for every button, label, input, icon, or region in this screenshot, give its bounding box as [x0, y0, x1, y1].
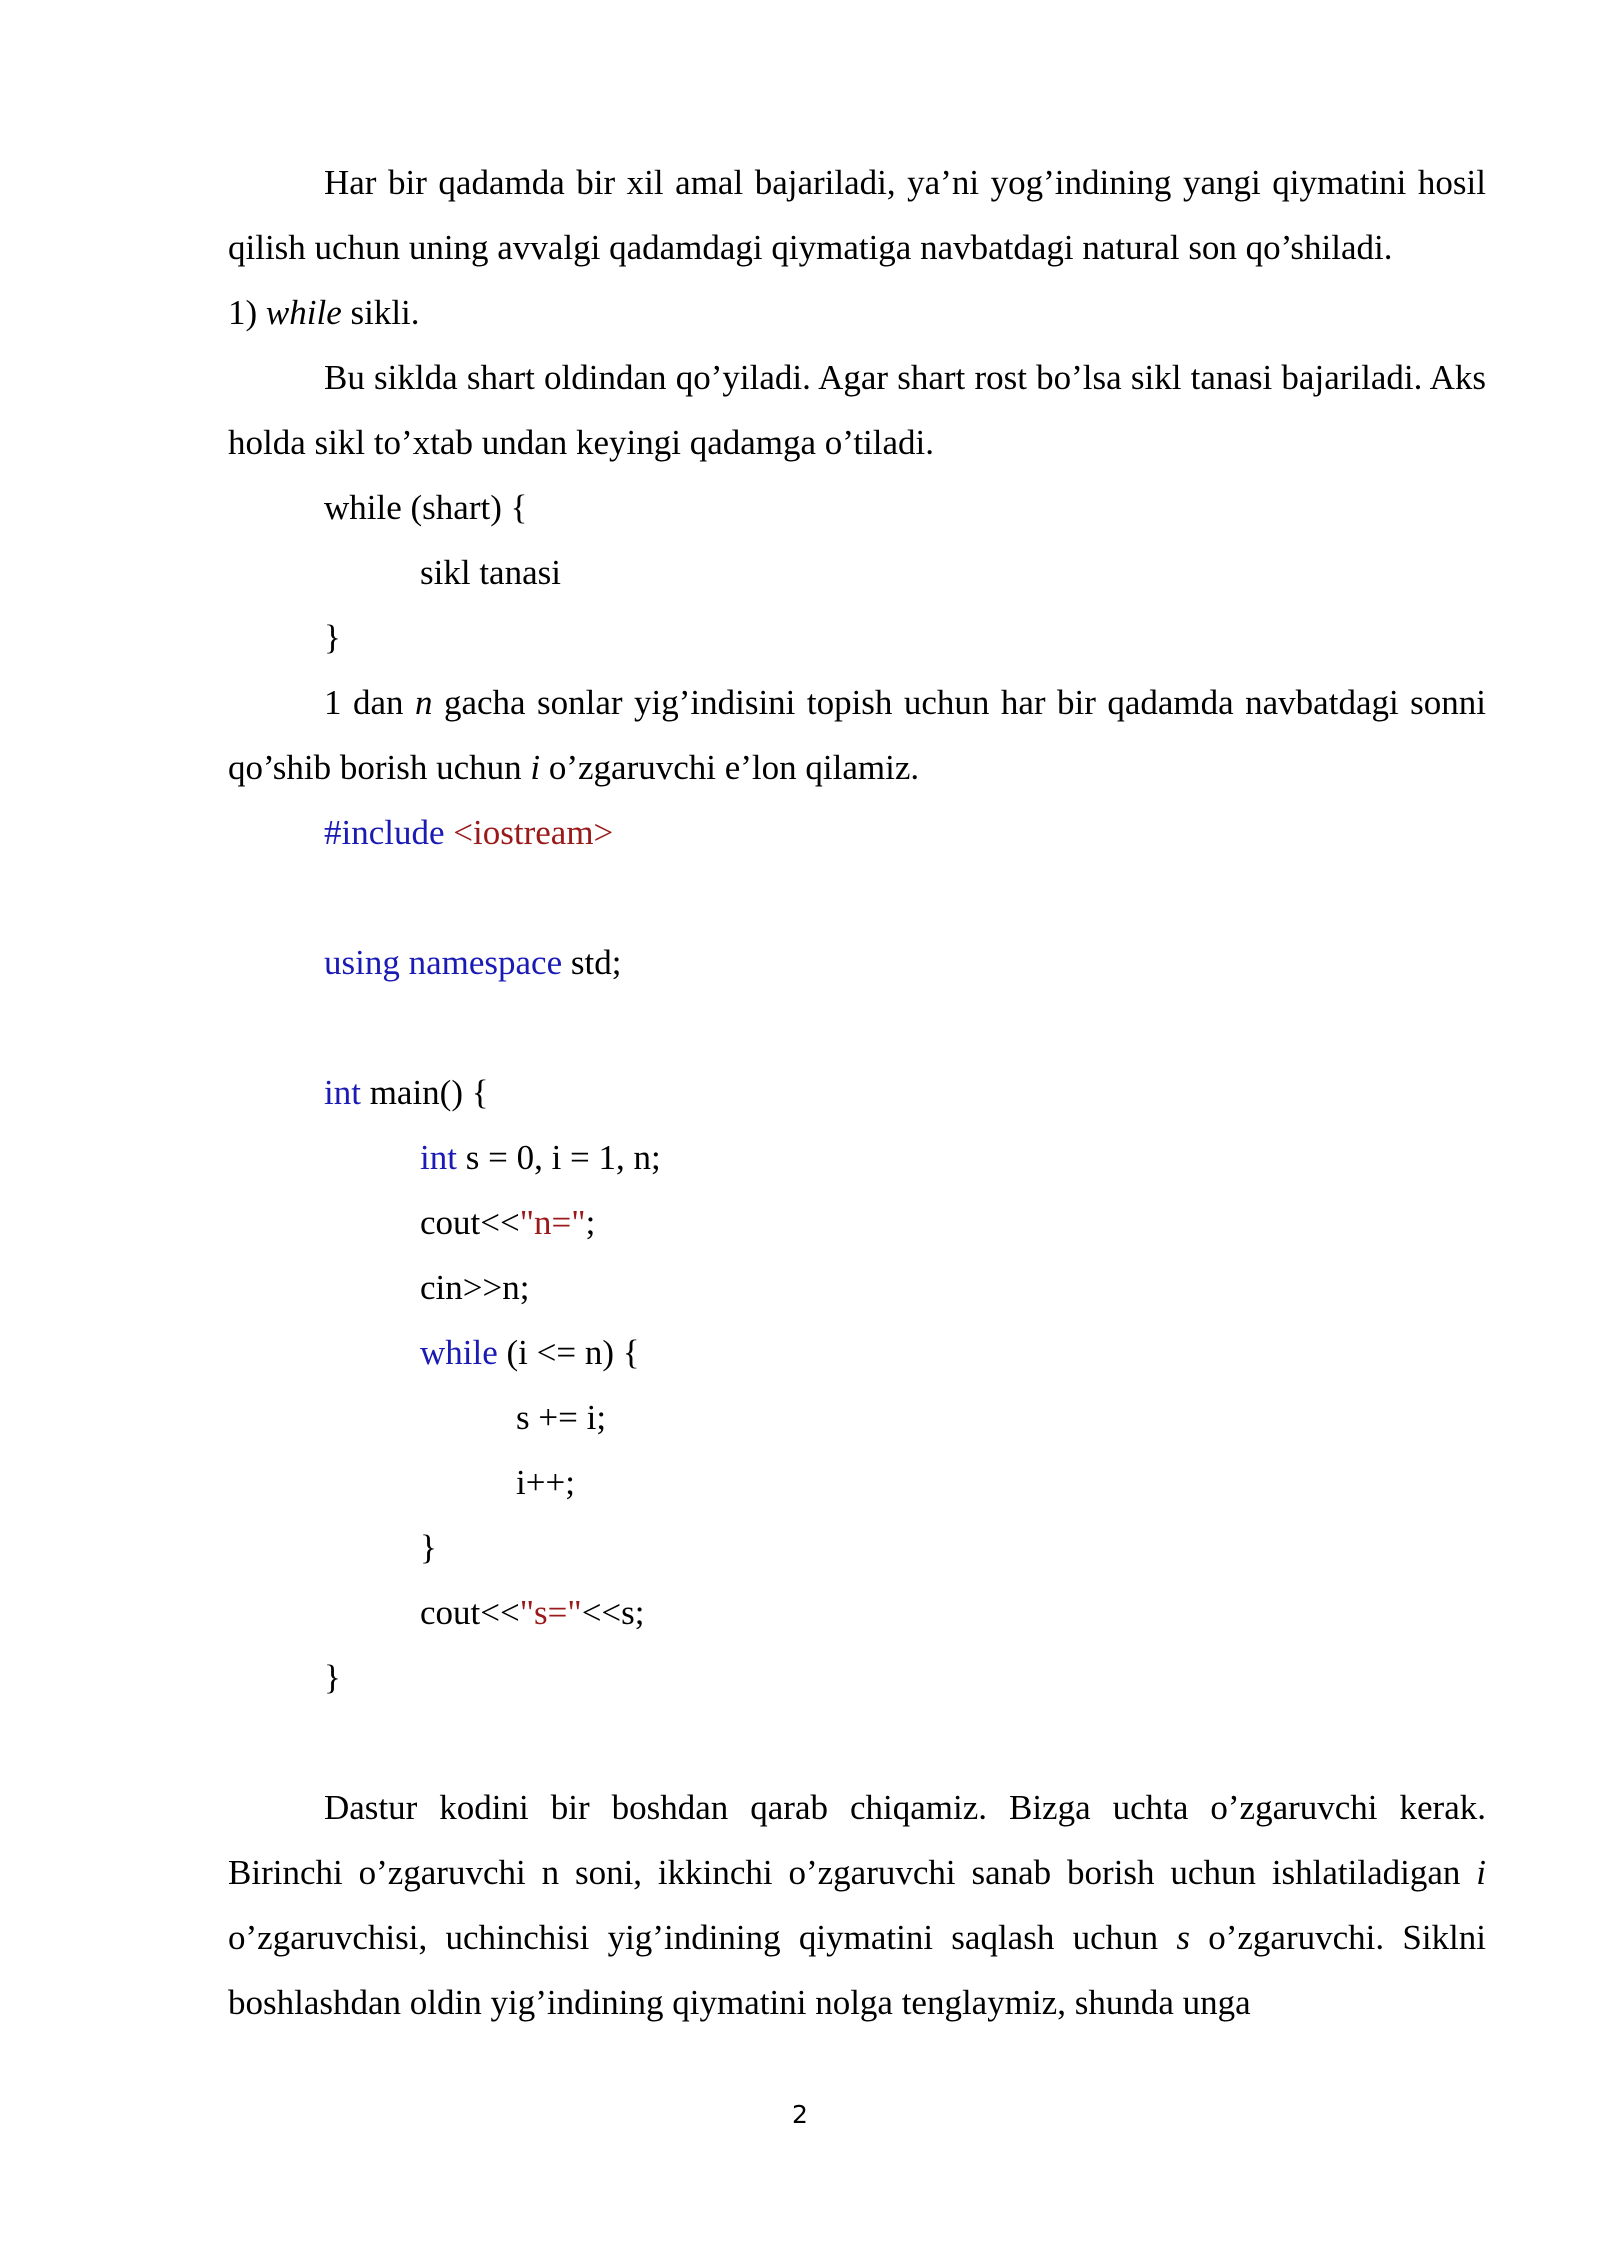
expl-text-1: Dastur kodini bir boshdan qarab chiqamiz. Bizga uchta o’zgaruvchi kerak. Birinchi o’zgaruvchi n soni, ikkinchi o’zgaruvchi sanab borish uchun ishlatiladigan [228, 1788, 1486, 1892]
expl-var-s: s [1176, 1918, 1190, 1957]
code-include-line [228, 800, 1486, 865]
expl-text-2: o’zgaruvchisi, uchinchisi yig’indining qiymatini saqlash uchun [228, 1918, 1159, 1957]
code-block [228, 800, 1486, 1775]
code-output-s: <<s; [581, 1593, 645, 1632]
sum-text-3: o’zgaruvchi e’lon qilamiz. [548, 748, 920, 787]
code-blank-line [228, 865, 1486, 930]
syntax-line-body: sikl tanasi [420, 553, 561, 592]
code-string-n: "n=" [519, 1203, 586, 1242]
code-cout: cout<< [420, 1203, 520, 1242]
code-cout: cout<< [420, 1593, 520, 1632]
code-increment-line: i++; [516, 1463, 575, 1502]
intro-paragraph: Har bir qadamda bir xil amal bajariladi, ya’ni yog’indining yangi qiymatini hosil qilish uchun uning avvalgi qadamdagi qiymatiga navbatdagi natural son qo’shiladi. [228, 163, 1486, 267]
syntax-line-close: } [324, 618, 341, 657]
code-cout-s-line [228, 1580, 1486, 1645]
code-blank-line [228, 995, 1486, 1060]
code-include-header: <iostream> [453, 813, 614, 852]
code-add-line: s += i; [516, 1398, 607, 1437]
code-int-keyword: int [324, 1073, 361, 1112]
document-page [228, 150, 1486, 2035]
syntax-line-while: while (shart) { [324, 488, 528, 527]
code-while-keyword: while [420, 1333, 498, 1372]
heading-keyword: while [265, 293, 342, 332]
code-using-std: std; [570, 943, 622, 982]
code-cin-line: cin>>n; [420, 1268, 530, 1307]
expl-text-3: o’zgaruvchi. Siklni boshlashdan oldin yig’indining qiymatini nolga tenglaymiz, shunda unga [228, 1918, 1487, 2022]
code-main-line [228, 1060, 1486, 1125]
sum-description-paragraph [228, 670, 1486, 800]
expl-var-i: i [1476, 1853, 1486, 1892]
code-int-keyword: int [420, 1138, 457, 1177]
sum-text-2: gacha sonlar yig’indisini topish uchun har bir qadamda navbatdagi sonni qo’shib borish uchun [228, 683, 1487, 787]
heading-number: 1) [228, 293, 258, 332]
page-number: 2 [792, 2100, 808, 2129]
code-blank-line [228, 1710, 1486, 1775]
sum-var-n: n [414, 683, 433, 722]
sum-text-1: 1 dan [324, 683, 404, 722]
code-string-s: "s=" [519, 1593, 582, 1632]
heading-text: sikli. [350, 293, 420, 332]
code-include-keyword: #include [324, 813, 445, 852]
code-main-signature: main() { [369, 1073, 489, 1112]
code-using-keyword: using namespace [324, 943, 563, 982]
code-semicolon: ; [585, 1203, 596, 1242]
section-heading [228, 280, 1486, 345]
code-close-main-line: } [324, 1658, 341, 1697]
sum-var-i: i [530, 748, 541, 787]
code-while-condition: (i <= n) { [506, 1333, 640, 1372]
code-close-while-line: } [420, 1528, 437, 1567]
code-cout-n-line [228, 1190, 1486, 1255]
code-decl-line [228, 1125, 1486, 1190]
code-while-line [228, 1320, 1486, 1385]
code-using-line [228, 930, 1486, 995]
explanation-paragraph [228, 1775, 1486, 2035]
code-decl-vars: s = 0, i = 1, n; [465, 1138, 661, 1177]
while-description-paragraph: Bu siklda shart oldindan qo’yiladi. Agar shart rost bo’lsa sikl tanasi bajariladi. Aks holda sikl to’xtab undan keyingi qadamga o’tiladi. [228, 358, 1486, 462]
